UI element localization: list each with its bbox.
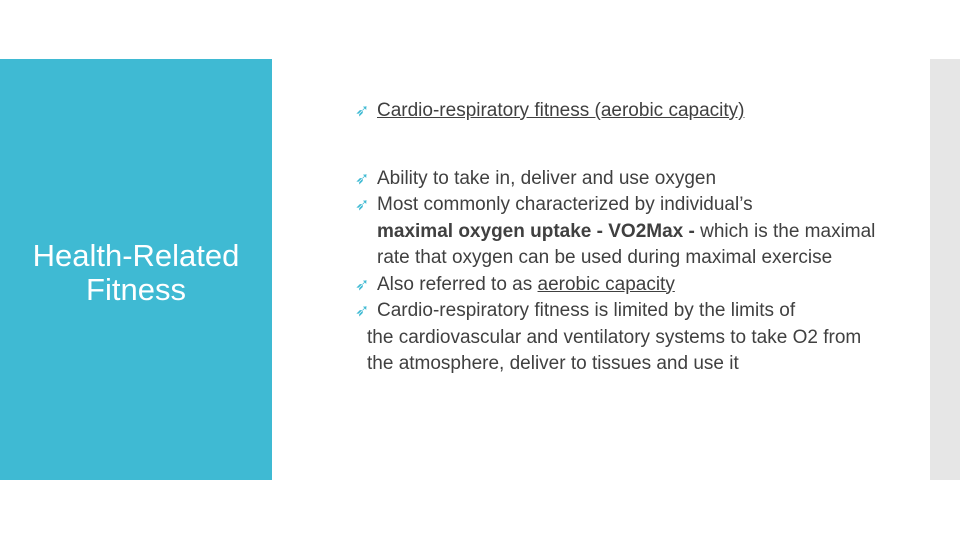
title-panel — [0, 59, 272, 480]
bullet-text: Ability to take in, deliver and use oxygen — [377, 167, 717, 189]
list-item — [355, 272, 895, 299]
bullet-text — [367, 298, 895, 378]
bullet-continuation — [365, 219, 895, 272]
bullet-arrow-icon: ➶ — [355, 168, 370, 188]
bullet-arrow-icon: ➶ — [355, 301, 370, 320]
bullet-continuation: the cardiovascular and ventilatory systems to take O2 from the atmosphere, deliver to tissues and use it — [367, 326, 862, 374]
bullet-text — [377, 192, 895, 272]
slide-title: Health-Related Fitness — [32, 238, 240, 307]
heading-row — [355, 98, 895, 125]
bullet-text-start: Also referred to as — [377, 273, 538, 295]
bullet-list — [355, 166, 895, 378]
bullet-text-line: Most commonly characterized by individual’s — [377, 194, 753, 215]
bullet-arrow-icon: ➶ — [355, 274, 370, 294]
bullet-text — [377, 272, 895, 299]
bold-term: maximal oxygen uptake - VO2Max - — [377, 220, 695, 242]
slide-content — [355, 98, 895, 378]
bullet-text-rest: which is the maximal rate that oxygen can be used during maximal exercise — [377, 220, 876, 268]
bullet-text-line: Cardio-respiratory fitness is limited by the limits of — [377, 300, 796, 321]
right-strip — [930, 59, 960, 480]
list-item — [355, 166, 895, 193]
bullet-arrow-icon: ➶ — [355, 101, 370, 120]
aerobic-capacity-term: aerobic capacity — [537, 273, 675, 295]
list-item — [355, 298, 895, 378]
list-item — [355, 192, 895, 272]
bullet-arrow-icon: ➶ — [355, 195, 370, 214]
section-heading: Cardio-respiratory fitness (aerobic capacity) — [377, 100, 745, 121]
